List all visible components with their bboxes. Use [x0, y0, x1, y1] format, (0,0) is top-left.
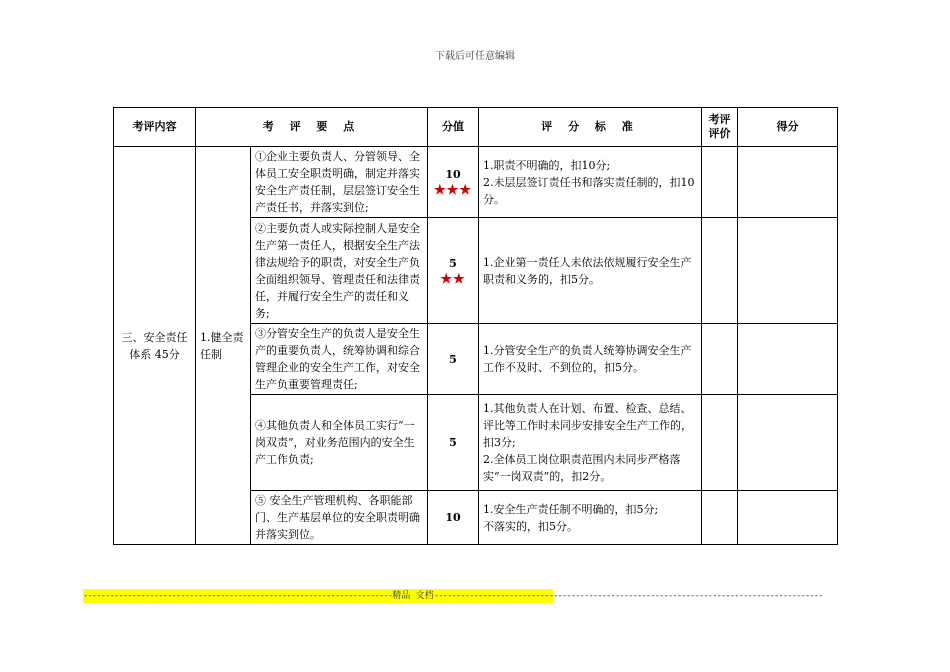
star-icon: ★★: [440, 271, 466, 287]
score-value: 5: [449, 352, 457, 366]
criteria-cell: [479, 324, 702, 395]
header-score-value: 分值: [428, 108, 479, 147]
point-cell: ②主要负责人或实际控制人是安全生产第一责任人，根据安全生产法律法规给予的职责，对安全生产负全面组织领导、管理责任和法律责任，并履行安全生产的责任和义务;: [251, 218, 428, 324]
score-cell: [428, 218, 479, 324]
criteria-cell: [479, 147, 702, 218]
point-cell: ④其他负责人和全体员工实行“一岗双责”，对业务范围内的安全生产工作负责;: [251, 395, 428, 491]
footer-label: 精品 文档: [392, 591, 434, 601]
obtained-cell: [738, 324, 838, 395]
criteria-line: 2.全体员工岗位职责范围内未同步严格落实“一岗双责”的，扣2分。: [483, 453, 681, 483]
score-value: 5: [449, 436, 457, 449]
criteria-line: 1.其他负责人在计划、布置、检查、总结、评比等工作时未同步安排安全生产工作的，扣3分;: [483, 402, 692, 449]
obtained-cell: [738, 147, 838, 218]
score-cell: [428, 147, 479, 218]
criteria-line: 2.未层层签订责任书和落实责任制的，扣10分。: [483, 175, 695, 206]
criteria-cell: [479, 395, 702, 491]
evaluation-cell: [702, 147, 738, 218]
obtained-cell: [738, 491, 838, 545]
evaluation-cell: [702, 395, 738, 491]
table-row: [114, 147, 838, 218]
table-header-row: [114, 108, 838, 147]
footer-right-dashes: ----------------------------------------------------------------------------------------: [433, 591, 823, 601]
criteria-cell: [479, 491, 702, 545]
point-cell: ①企业主要负责人、分管领导、全体员工安全职责明确，制定并落实安全生产责任制，层层签订安全生产责任书，并落实到位;: [251, 147, 428, 218]
obtained-cell: [738, 218, 838, 324]
score-cell: [428, 491, 479, 545]
header-criteria: 评 分 标 准: [479, 108, 702, 147]
star-icon: ★★★: [434, 183, 472, 198]
header-note: 下载后可任意编辑: [435, 51, 515, 62]
evaluation-cell: [702, 324, 738, 395]
criteria-line: 不落实的，扣5分。: [483, 519, 578, 533]
score-value: 10: [445, 168, 461, 181]
item-cell: 1.健全责任制: [196, 147, 251, 545]
criteria-line: 1.分管安全生产的负责人统筹协调安全生产工作不及时、不到位的，扣5分。: [483, 344, 692, 374]
header-obtained: 得分: [738, 108, 838, 147]
header-content: 考评内容: [114, 108, 196, 147]
score-value: 10: [445, 511, 461, 524]
criteria-line: 1.职责不明确的，扣10分;: [483, 158, 611, 172]
evaluation-cell: [702, 491, 738, 545]
point-cell: ③分管安全生产的负责人是安全生产的重要负责人，统筹协调和综合管理企业的安全生产工作，对安全生产负重要管理责任;: [251, 324, 428, 395]
point-cell: ⑤ 安全生产管理机构、各职能部门、生产基层单位的安全职责明确并落实到位。: [251, 491, 428, 545]
header-evaluation: 考评 评价: [702, 108, 738, 147]
criteria-line: 1.企业第一责任人未依法依规履行安全生产职责和义务的，扣5分。: [483, 255, 692, 286]
score-value: 5: [449, 256, 457, 270]
score-cell: [428, 395, 479, 491]
footer-left-dashes: ----------------------------------------------------------------------: [83, 591, 393, 601]
header-points: 考 评 要 点: [196, 108, 428, 147]
score-cell: [428, 324, 479, 395]
criteria-cell: [479, 218, 702, 324]
obtained-cell: [738, 395, 838, 491]
category-cell: 三、安全责任体系 45分: [114, 147, 196, 545]
evaluation-table: [113, 107, 838, 545]
criteria-line: 1.安全生产责任制不明确的，扣5分;: [483, 502, 659, 516]
evaluation-cell: [702, 218, 738, 324]
footer-banner: [83, 589, 823, 603]
